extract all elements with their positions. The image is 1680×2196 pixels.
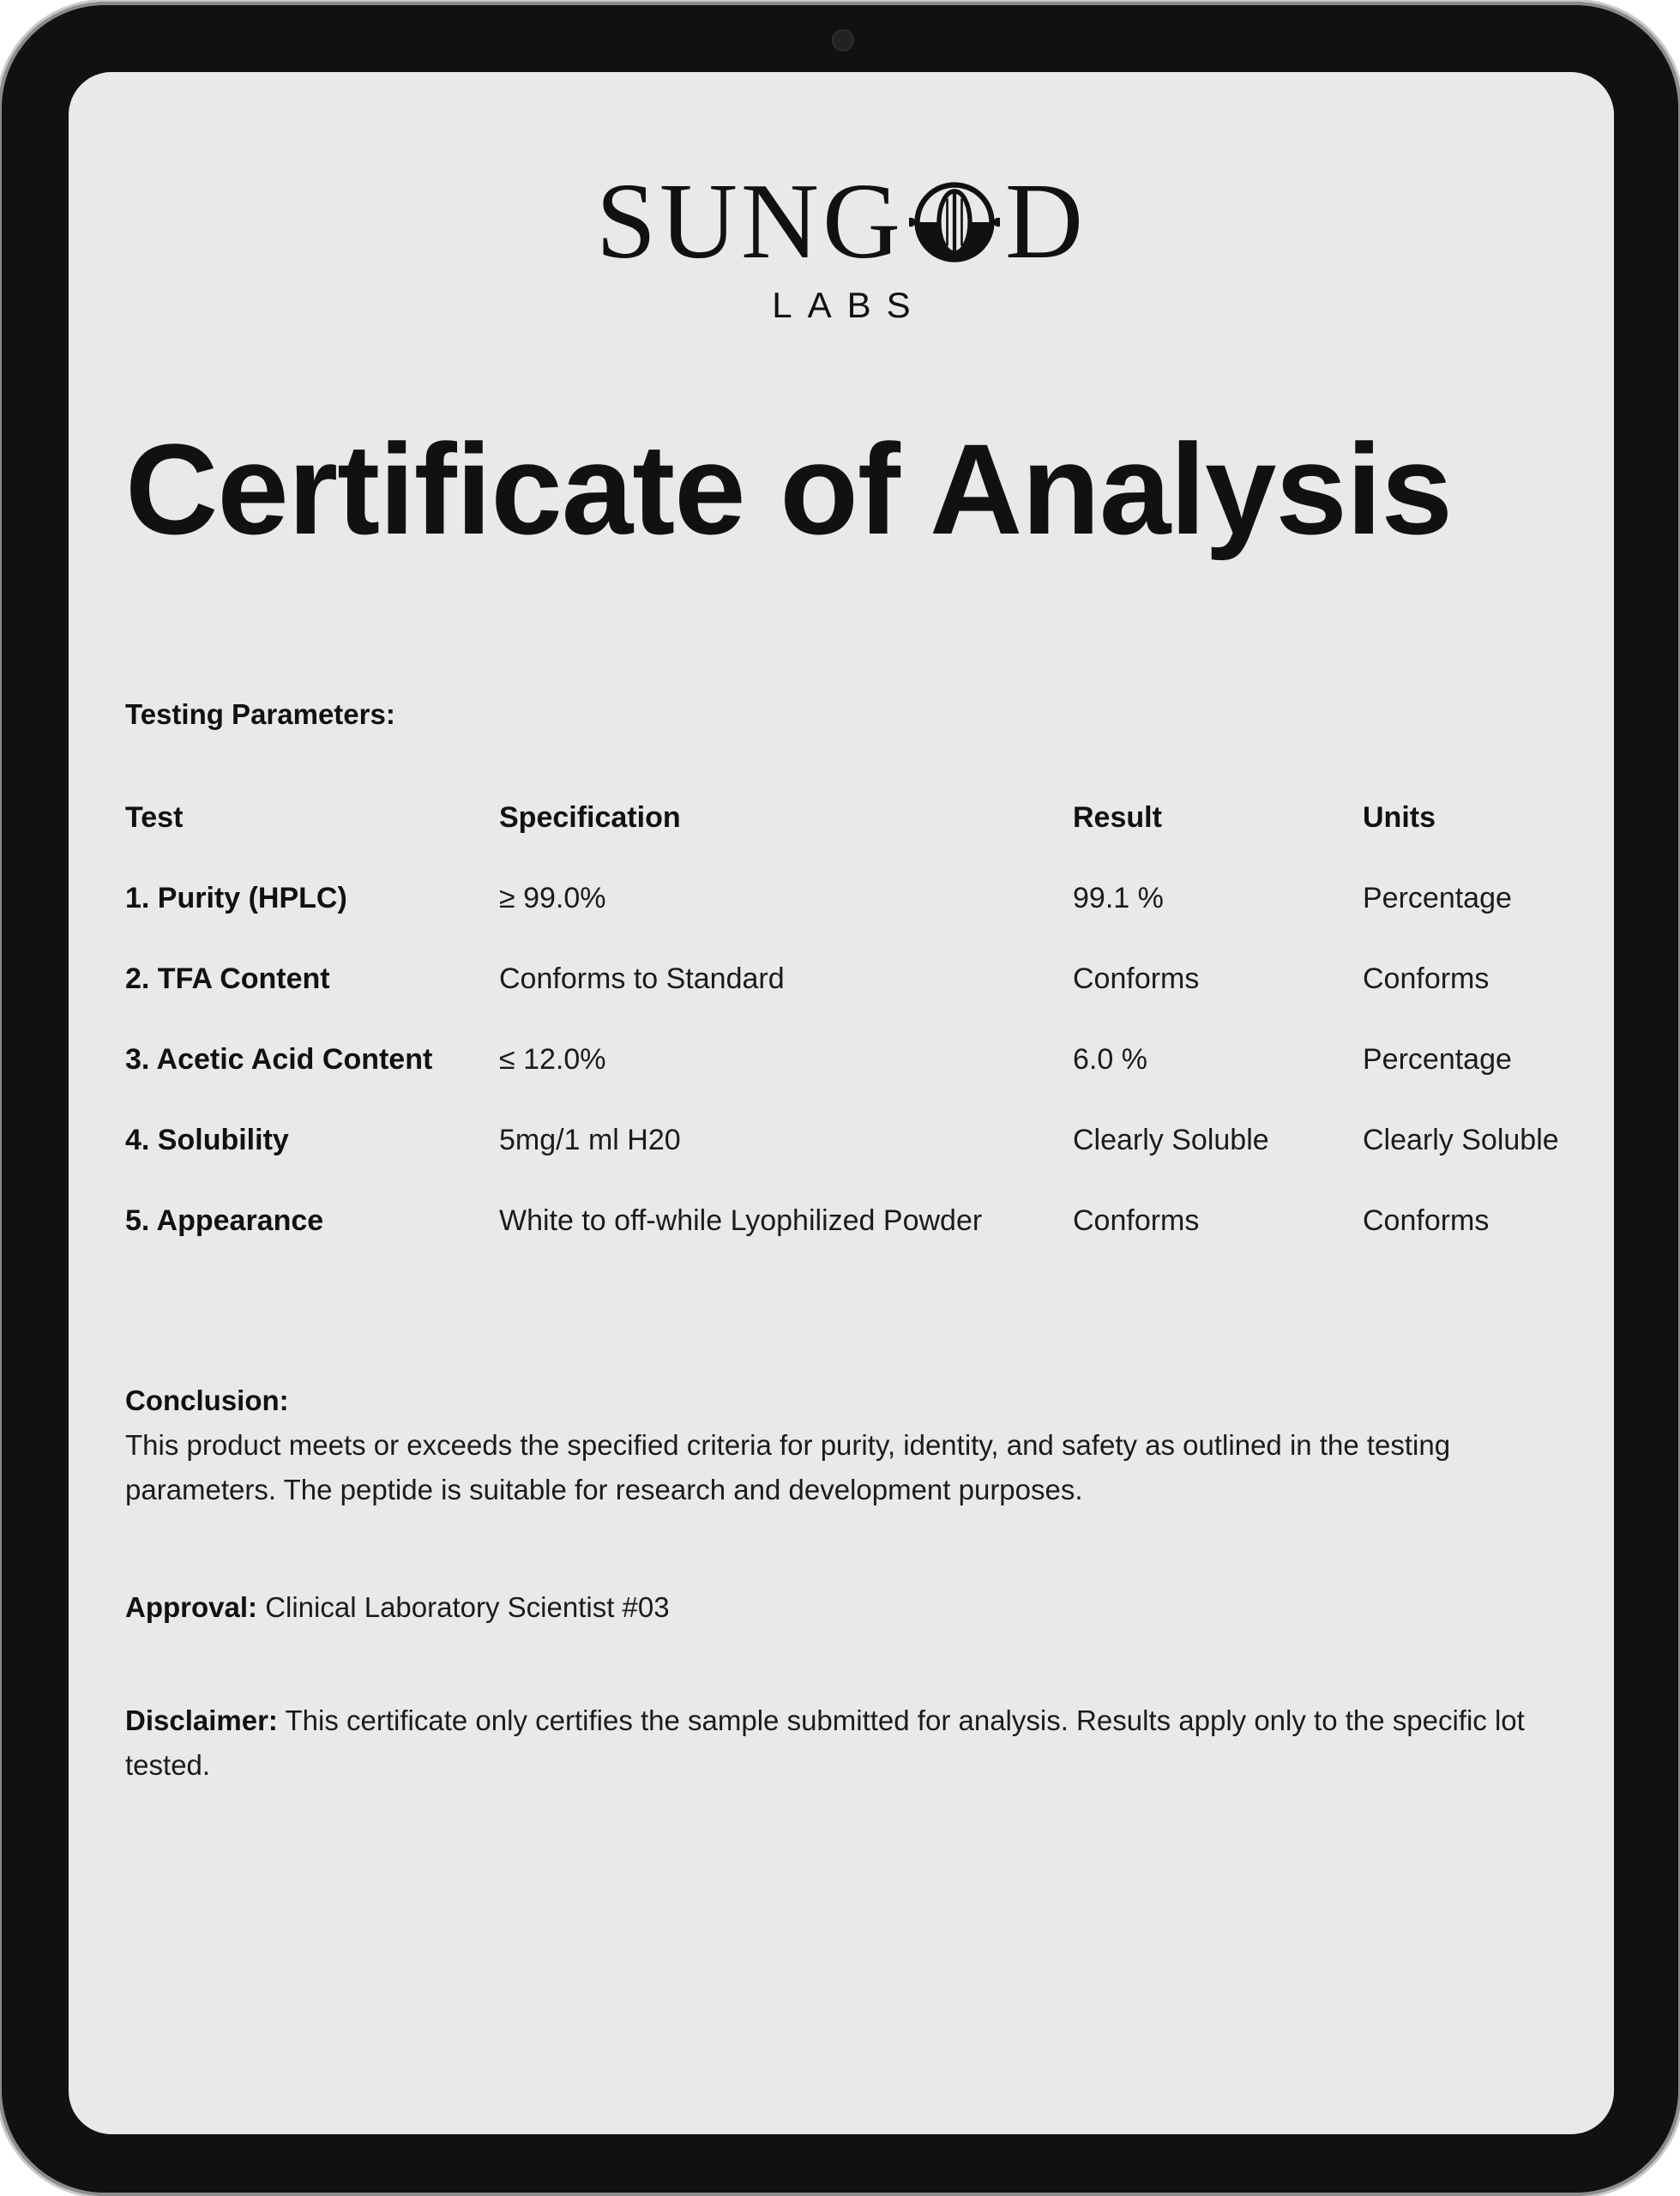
approval-text: Clinical Laboratory Scientist #03: [265, 1591, 670, 1623]
conclusion-label: Conclusion:: [125, 1385, 289, 1416]
conclusion-text: This product meets or exceeds the specified criteria for purity, identity, and safety as outlined in the testing parameters. The peptide is suitable for research and development purposes.: [125, 1429, 1451, 1505]
table-row: [125, 882, 1583, 962]
test-name: 4. Solubility: [125, 1124, 289, 1156]
table-row: [125, 1124, 1583, 1204]
specification-value: White to off-while Lyophilized Powder: [499, 1204, 983, 1237]
disclaimer-section: [125, 1698, 1532, 1788]
disclaimer-text: This certificate only certifies the sample submitted for analysis. Results apply only to the specific lot tested.: [125, 1704, 1525, 1781]
brand-wordmark: [595, 162, 1087, 281]
table-row: [125, 1204, 1583, 1285]
result-value: 6.0 %: [1073, 1043, 1147, 1076]
column-header-specification: Specification: [499, 801, 681, 834]
test-name: 3. Acetic Acid Content: [125, 1043, 433, 1076]
specification-value: ≥ 99.0%: [499, 882, 606, 914]
column-header-result: Result: [1073, 801, 1162, 834]
tablet-device: [2, 5, 1678, 2193]
table-row: [125, 1043, 1583, 1124]
front-camera: [832, 29, 854, 51]
brand-name-start: SUNG: [595, 162, 905, 281]
column-header-test: Test: [125, 801, 184, 834]
conclusion-section: [125, 1379, 1532, 1512]
test-name: 1. Purity (HPLC): [125, 882, 347, 914]
approval-section: [125, 1585, 1532, 1630]
table-row: [125, 962, 1583, 1043]
column-header-units: Units: [1363, 801, 1436, 834]
disclaimer-label: Disclaimer:: [125, 1704, 278, 1736]
result-value: Conforms: [1073, 1204, 1200, 1237]
result-value: Clearly Soluble: [1073, 1124, 1269, 1156]
page-title: Certificate of Analysis: [125, 417, 1452, 561]
brand-name-end: D: [1005, 162, 1087, 281]
result-value: 99.1 %: [1073, 882, 1164, 914]
test-name: 2. TFA Content: [125, 962, 330, 995]
units-value: Conforms: [1363, 1204, 1490, 1237]
document-screen[interactable]: [69, 72, 1614, 2134]
parameters-table: [125, 801, 1583, 1285]
test-name: 5. Appearance: [125, 1204, 324, 1237]
specification-value: ≤ 12.0%: [499, 1043, 606, 1076]
brand-logo: [69, 162, 1614, 326]
units-value: Percentage: [1363, 1043, 1512, 1076]
sun-eye-icon: [909, 177, 1000, 268]
specification-value: 5mg/1 ml H20: [499, 1124, 681, 1156]
brand-subtitle: LABS: [772, 285, 926, 325]
testing-parameters-label: Testing Parameters:: [125, 698, 395, 730]
units-value: Clearly Soluble: [1363, 1124, 1559, 1156]
table-header-row: [125, 801, 1583, 882]
units-value: Conforms: [1363, 962, 1490, 995]
units-value: Percentage: [1363, 882, 1512, 914]
result-value: Conforms: [1073, 962, 1200, 995]
specification-value: Conforms to Standard: [499, 962, 785, 995]
approval-label: Approval:: [125, 1591, 258, 1623]
